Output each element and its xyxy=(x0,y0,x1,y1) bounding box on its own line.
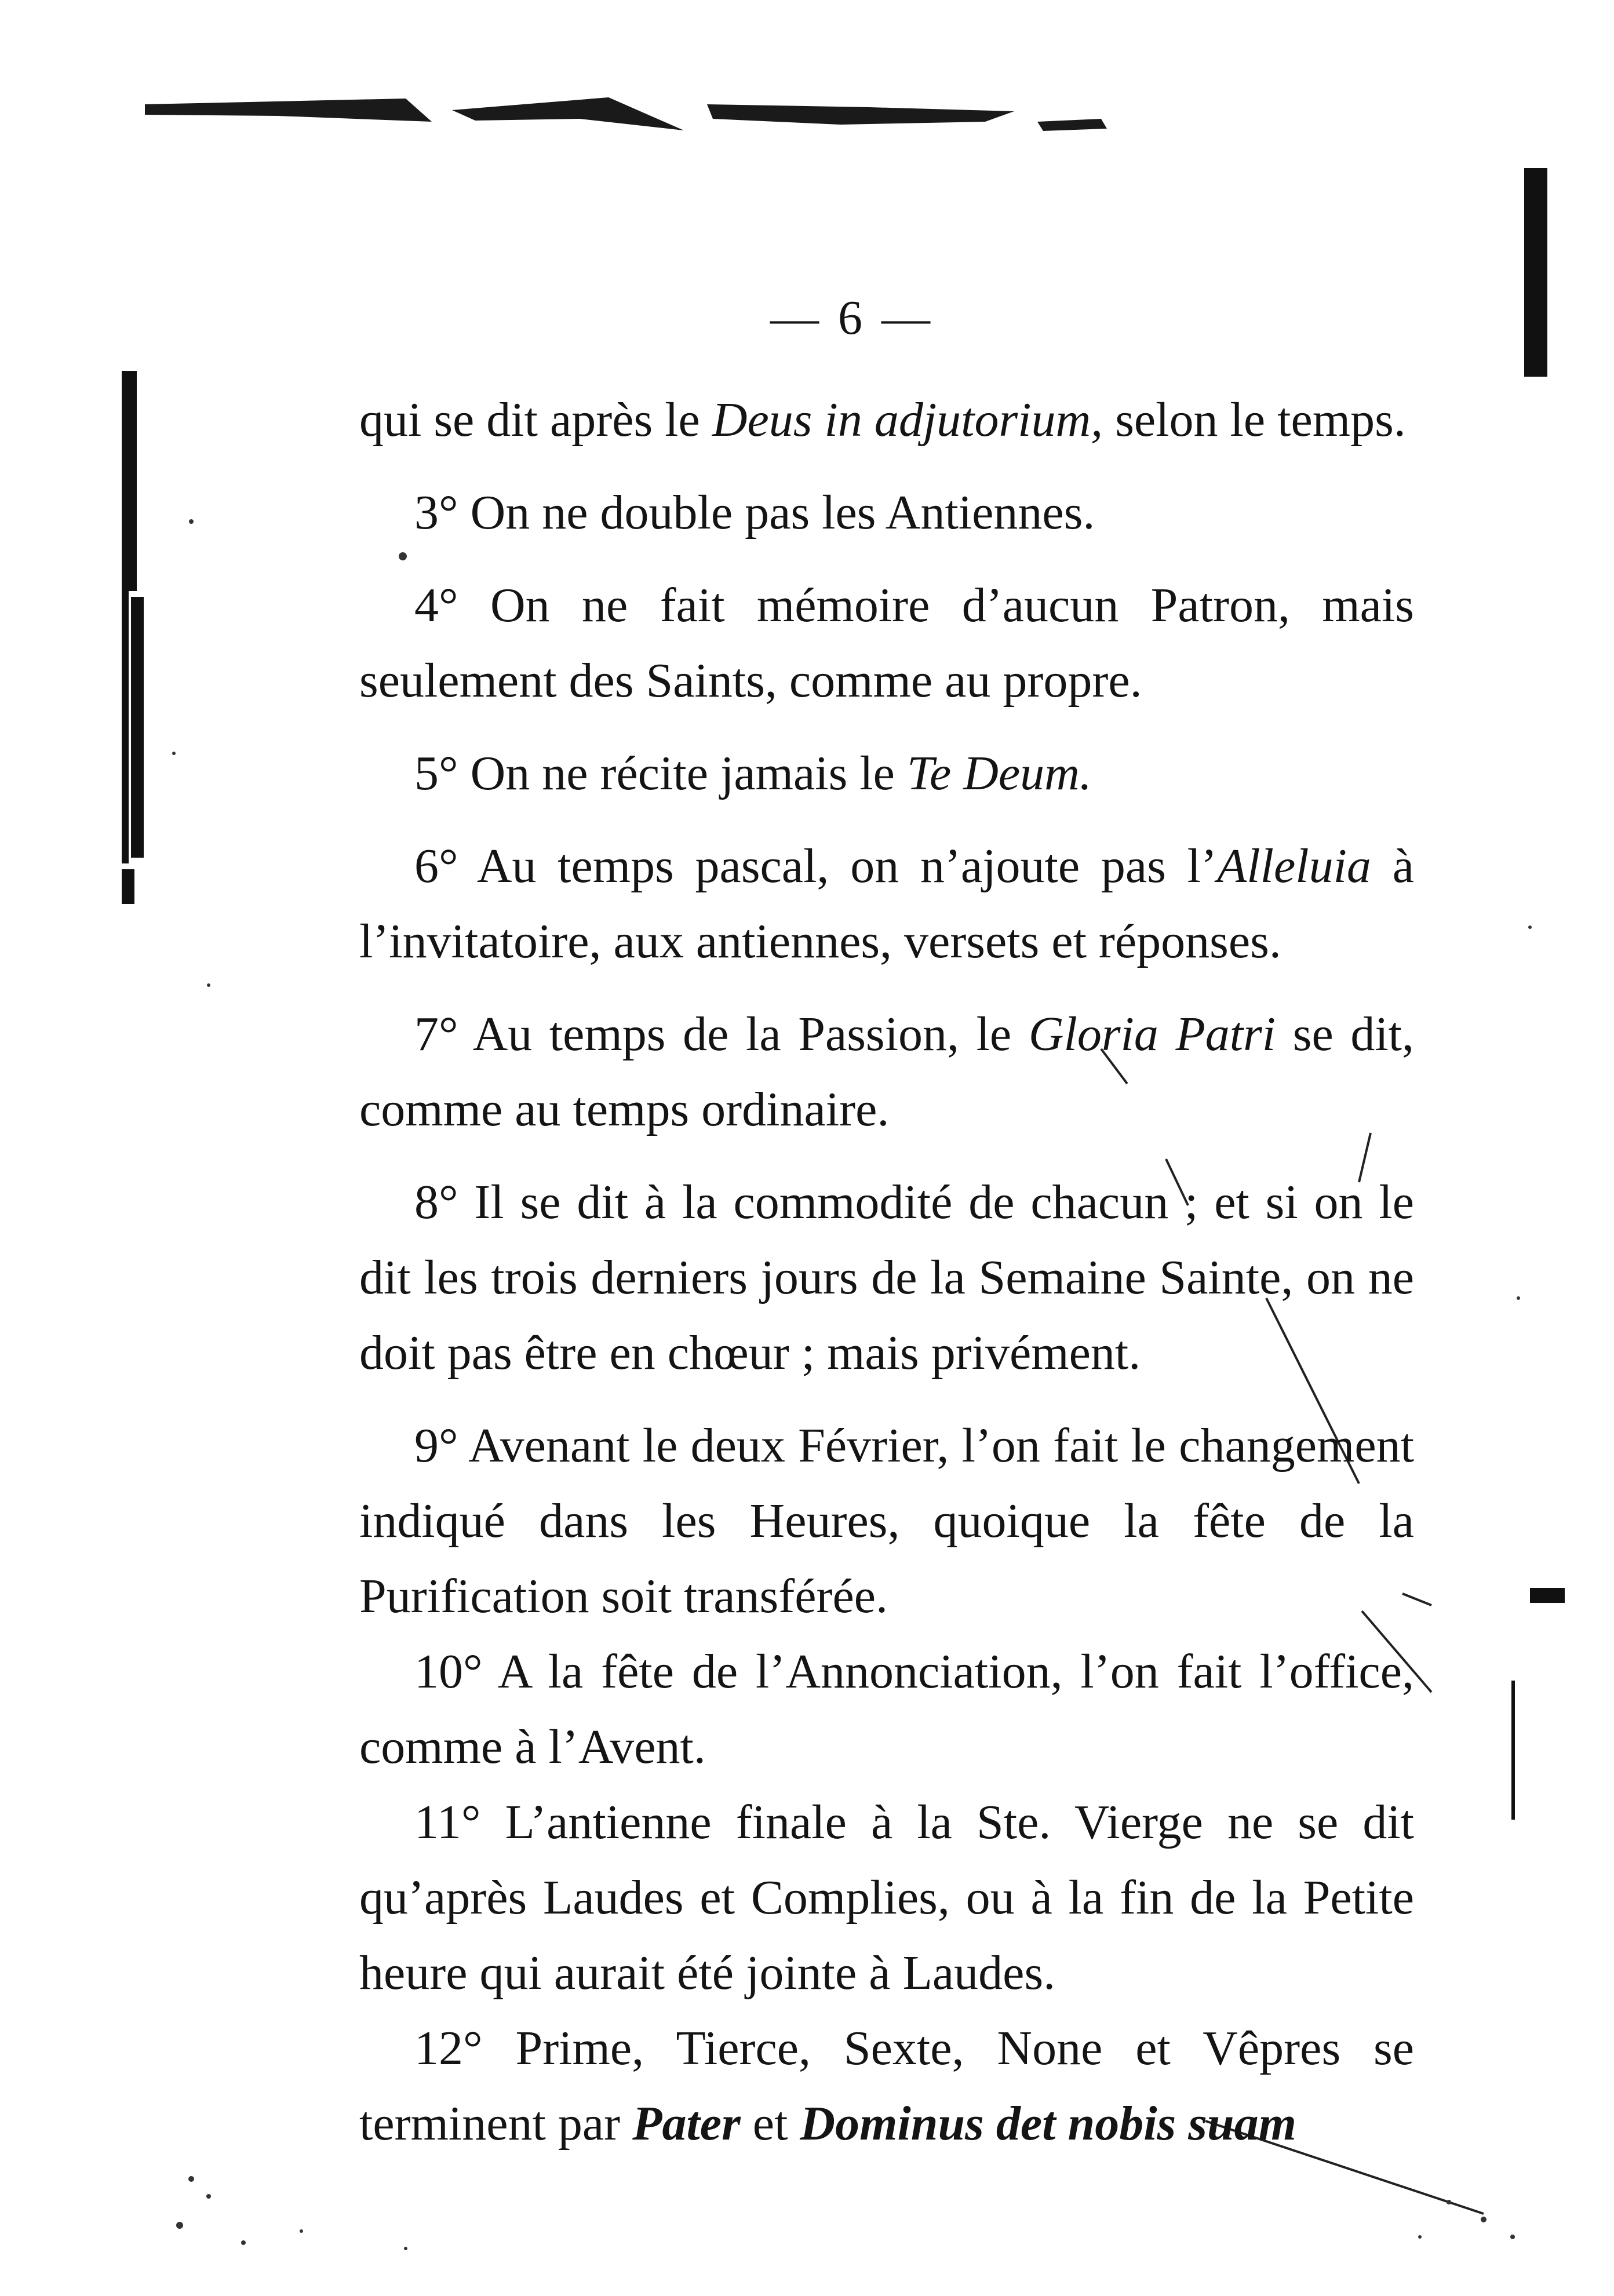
page-text xyxy=(359,382,1414,2162)
paragraph-1: qui se dit après le Deus in adjutorium, selon le temps. xyxy=(359,393,1406,447)
paragraph-9: 9° Avenant le deux Février, l’on fait le changement indiqué dans les Heures, quoique la fête de la Purification soit transférée. xyxy=(359,1419,1414,1623)
paragraph-4: 4° On ne fait mémoire d’aucun Patron, mais seulement des Saints, comme au propre. xyxy=(359,578,1414,708)
page-number: — 6 — xyxy=(770,291,934,345)
paragraph-3: 3° On ne double pas les Antiennes. xyxy=(414,486,1095,540)
paragraph-8: 8° Il se dit à la commodité de chacun ; et si on le dit les trois derniers jours de la Semaine Sainte, on ne doit pas être en chœur ; mais privément. xyxy=(359,1175,1414,1380)
paragraph-10: 10° A la fête de l’Annonciation, l’on fait l’office, comme à l’Avent. xyxy=(359,1645,1414,1774)
paragraph-6: 6° Au temps pascal, on n’ajoute pas l’Alleluia à l’invitatoire, aux antiennes, versets et réponses. xyxy=(359,839,1414,968)
paragraph-11: 11° L’antienne finale à la Ste. Vierge ne se dit qu’après Laudes et Complies, ou à la fin de la Petite heure qui aurait été jointe à Laudes. xyxy=(359,1795,1414,2000)
paragraph-12: 12° Prime, Tierce, Sexte, None et Vêpres se terminent par Pater et Dominus det nobis suam xyxy=(359,2021,1414,2151)
paragraph-5: 5° On ne récite jamais le Te Deum. xyxy=(414,746,1092,800)
paragraph-7: 7° Au temps de la Passion, le Gloria Patri se dit, comme au temps ordinaire. xyxy=(359,1007,1415,1136)
